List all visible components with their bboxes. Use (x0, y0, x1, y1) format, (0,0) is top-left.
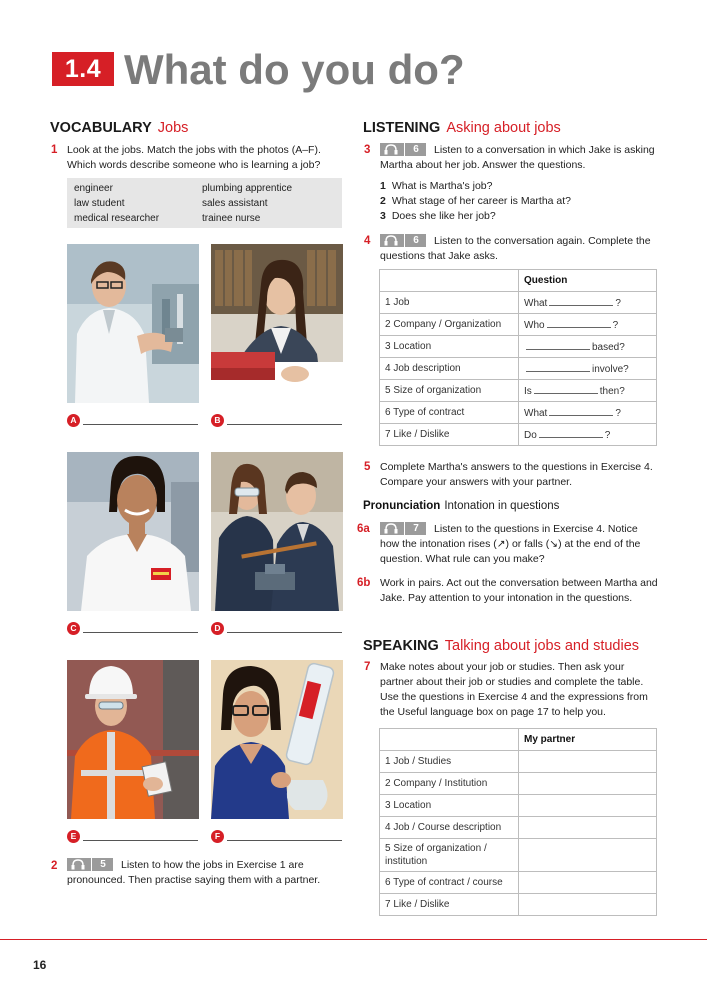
answer-line-c[interactable] (83, 632, 198, 633)
cell-suffix: ? (615, 298, 621, 309)
pronunciation-subheading: Intonation in questions (444, 500, 560, 512)
speaking-heading (363, 638, 639, 654)
word: trainee nurse (202, 213, 261, 224)
answer-cell[interactable] (519, 314, 657, 336)
row-label: 2 Company / Institution (380, 773, 519, 795)
exercise-7-number: 7 (364, 661, 371, 673)
cell-suffix: ? (615, 408, 621, 419)
answer-cell[interactable] (519, 424, 657, 446)
table-row (380, 751, 657, 773)
answer-cell[interactable] (519, 292, 657, 314)
cell-suffix: then? (599, 386, 625, 397)
audio-track-button[interactable] (380, 522, 426, 535)
answer-cell[interactable] (519, 817, 657, 839)
headphones-icon (383, 144, 399, 155)
audio-track-button[interactable] (380, 143, 426, 156)
audio-track-number: 6 (404, 234, 427, 247)
speaking-subheading: Talking about jobs and studies (444, 638, 640, 654)
cell-suffix: based? (592, 342, 625, 353)
answer-line-e[interactable] (83, 840, 198, 841)
table-row (380, 314, 657, 336)
row-label: 2 Company / Organization (380, 314, 519, 336)
exercise-5-number: 5 (364, 461, 371, 473)
exercise-6b-text: Work in pairs. Act out the conversation between Martha and Jake. Pay attention to your intonation in the questions. (380, 577, 658, 604)
photo-d-letter: D (211, 622, 224, 635)
exercise-5-text: Complete Martha's answers to the questions in Exercise 4. Compare your answers with your partner. (380, 461, 653, 488)
cell-prefix: What (524, 408, 548, 419)
cell-suffix: ? (604, 430, 611, 441)
exercise-4-instructions: Listen to the conversation again. Complete the questions that Jake asks. (380, 235, 651, 262)
answer-blank[interactable] (526, 362, 590, 372)
headphones-icon (383, 235, 399, 246)
photo-b-letter: B (211, 414, 224, 427)
page-title: What do you do? (124, 46, 465, 93)
photo-a-letter: A (67, 414, 80, 427)
table-header: Question (519, 270, 657, 292)
table-row (380, 817, 657, 839)
exercise-2-number: 2 (51, 860, 58, 872)
photo-e-letter: E (67, 830, 80, 843)
pronunciation-heading-text: Pronunciation (363, 500, 441, 512)
row-label: 5 Size of organization (380, 380, 519, 402)
word: sales assistant (202, 198, 268, 209)
answer-cell[interactable] (519, 894, 657, 916)
row-label: 1 Job / Studies (380, 751, 519, 773)
row-label: 7 Like / Dislike (380, 424, 519, 446)
table-row (380, 424, 657, 446)
row-label: 6 Type of contract (380, 402, 519, 424)
photo-f-letter: F (211, 830, 224, 843)
photo-c-letter: C (67, 622, 80, 635)
exercise-2-instructions: Listen to how the jobs in Exercise 1 are pronounced. Then practise saying them with a partner. (67, 859, 321, 886)
footer-divider (0, 939, 707, 940)
exercise-6a-text (380, 522, 658, 567)
speaking-heading-text: SPEAKING (363, 638, 439, 654)
exercise-1-number: 1 (51, 144, 58, 156)
answer-blank[interactable] (549, 296, 613, 306)
pronunciation-heading (363, 500, 559, 512)
answer-line-f[interactable] (227, 840, 342, 841)
cell-prefix: Is (524, 386, 532, 397)
headphones-icon (70, 859, 86, 870)
answer-line-d[interactable] (227, 632, 342, 633)
partner-table (379, 728, 657, 916)
table-row (380, 358, 657, 380)
answer-blank[interactable] (526, 340, 590, 350)
question-list (380, 179, 571, 224)
answer-blank[interactable] (539, 428, 603, 438)
page-number: 16 (33, 958, 47, 972)
answer-cell[interactable] (519, 402, 657, 424)
table-row (380, 270, 657, 292)
word: engineer (74, 183, 113, 194)
list-item (380, 209, 571, 224)
answer-cell[interactable] (519, 795, 657, 817)
row-label: 4 Job description (380, 358, 519, 380)
cell-suffix: ? (612, 320, 619, 331)
question-table (379, 269, 657, 446)
listening-heading (363, 120, 561, 136)
exercise-3-text (380, 143, 658, 173)
audio-track-button[interactable] (67, 858, 113, 871)
question-number: 1 (380, 180, 386, 192)
table-row (380, 872, 657, 894)
row-label: 3 Location (380, 336, 519, 358)
audio-track-number: 6 (404, 143, 427, 156)
list-item (380, 194, 571, 209)
question-text: What stage of her career is Martha at? (391, 195, 572, 207)
answer-cell[interactable] (519, 751, 657, 773)
exercise-3-instructions: Listen to a conversation in which Jake is asking Martha about her job. Answer the questions. (380, 144, 655, 171)
exercise-6a-instructions: Listen to the questions in Exercise 4. Notice how the intonation rises (↗) or falls (↘) at the end of the question. What rule can you make? (380, 523, 641, 565)
exercise-1-text: Look at the jobs. Match the jobs with the photos (A–F). Which words describe someone who is learning a job? (67, 144, 321, 171)
unit-badge: 1.4 (52, 52, 114, 86)
photo-a (67, 244, 199, 403)
vocabulary-heading-text: VOCABULARY (50, 120, 152, 136)
photo-d (211, 452, 343, 611)
table-cell (380, 729, 519, 751)
word: law student (74, 198, 125, 209)
table-row (380, 336, 657, 358)
answer-line-b[interactable] (227, 424, 342, 425)
table-header: My partner (519, 729, 657, 751)
word: plumbing apprentice (202, 183, 293, 194)
table-cell (380, 270, 519, 292)
exercise-6b-number: 6b (357, 577, 371, 589)
cell-prefix: What (524, 298, 548, 309)
word-box (67, 178, 342, 228)
photo-c (67, 452, 199, 611)
vocabulary-heading (50, 120, 188, 136)
photo-e (67, 660, 199, 819)
question-text: What is Martha's job? (391, 180, 493, 192)
table-row (380, 773, 657, 795)
answer-cell[interactable] (519, 872, 657, 894)
vocabulary-subheading: Jobs (157, 120, 189, 136)
answer-cell[interactable] (519, 380, 657, 402)
exercise-2-text (67, 858, 347, 888)
table-row (380, 795, 657, 817)
headphones-icon (383, 523, 399, 534)
answer-cell[interactable] (519, 773, 657, 795)
listening-subheading: Asking about jobs (446, 120, 561, 136)
exercise-6a-number: 6a (357, 523, 370, 535)
question-text: Does she like her job? (391, 210, 496, 222)
photo-b (211, 244, 343, 403)
answer-line-a[interactable] (83, 424, 198, 425)
exercise-4-number: 4 (364, 235, 371, 247)
cell-suffix: involve? (592, 364, 629, 375)
photo-f (211, 660, 343, 819)
cell-prefix: Do (524, 430, 537, 441)
answer-blank[interactable] (549, 406, 613, 416)
answer-cell[interactable] (519, 336, 657, 358)
table-row (380, 292, 657, 314)
audio-track-number: 7 (404, 522, 427, 535)
question-number: 2 (380, 195, 386, 207)
exercise-3-number: 3 (364, 144, 371, 156)
table-row (380, 729, 657, 751)
exercise-7-text: Make notes about your job or studies. Then ask your partner about their job or studies and complete the table. Use the questions in Exercise 4 and the expressions from the Useful language box on page 17 to help you. (380, 661, 648, 718)
list-item (380, 179, 571, 194)
question-number: 3 (380, 210, 386, 222)
table-row (380, 839, 657, 872)
table-row (380, 380, 657, 402)
row-label: 6 Type of contract / course (380, 872, 519, 894)
row-label: 1 Job (380, 292, 519, 314)
audio-track-button[interactable] (380, 234, 426, 247)
cell-prefix: Who (524, 320, 545, 331)
row-label: 7 Like / Dislike (380, 894, 519, 916)
answer-cell[interactable] (519, 358, 657, 380)
row-label: 3 Location (380, 795, 519, 817)
audio-track-number: 5 (91, 858, 114, 871)
table-row (380, 402, 657, 424)
answer-blank[interactable] (547, 318, 611, 328)
answer-blank[interactable] (534, 384, 598, 394)
table-row (380, 894, 657, 916)
word: medical researcher (74, 213, 160, 224)
listening-heading-text: LISTENING (363, 120, 441, 136)
exercise-4-text (380, 234, 658, 264)
answer-cell[interactable] (519, 839, 657, 872)
row-label: 4 Job / Course description (380, 817, 519, 839)
row-label: 5 Size of organization / institution (380, 839, 519, 872)
